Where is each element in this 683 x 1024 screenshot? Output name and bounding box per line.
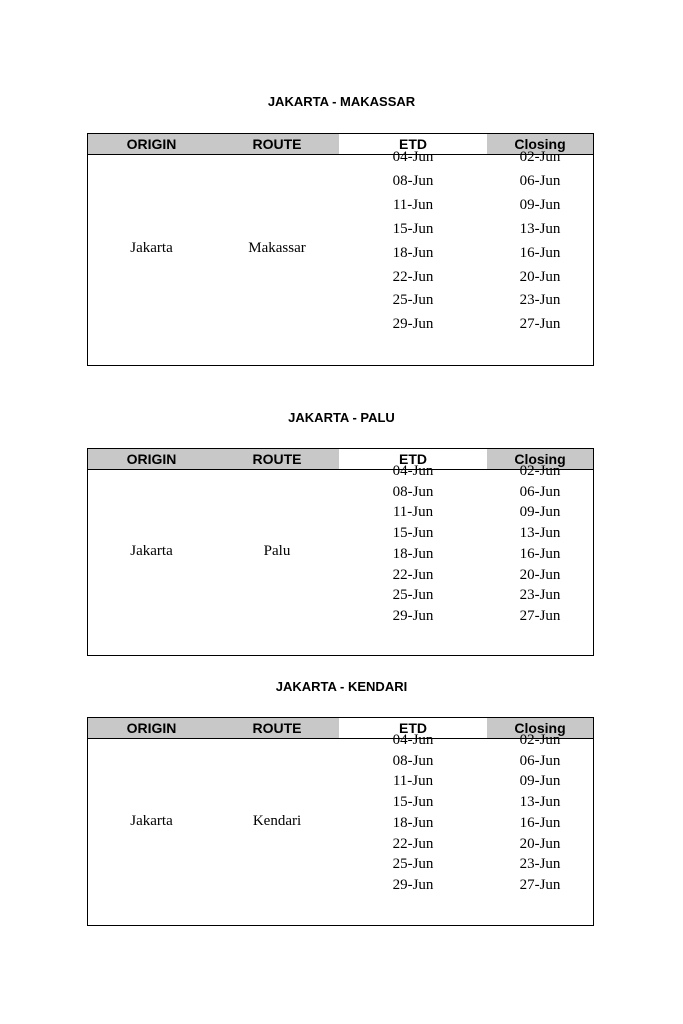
closing-date: 13-Jun bbox=[519, 220, 561, 237]
header-etd: ETD bbox=[399, 720, 427, 736]
etd-date: 08-Jun bbox=[392, 752, 434, 769]
closing-date: 06-Jun bbox=[519, 483, 561, 500]
closing-date: 20-Jun bbox=[519, 835, 561, 852]
header-etd: ETD bbox=[399, 451, 427, 467]
etd-date: 22-Jun bbox=[392, 566, 434, 583]
route-cell: Makassar bbox=[248, 240, 306, 256]
closing-date: 27-Jun bbox=[519, 607, 561, 624]
header-route: ROUTE bbox=[252, 451, 302, 467]
closing-date: 27-Jun bbox=[519, 316, 561, 333]
closing-date: 23-Jun bbox=[519, 856, 561, 873]
etd-date: 25-Jun bbox=[392, 587, 434, 604]
etd-date: 15-Jun bbox=[392, 525, 434, 542]
closing-date: 02-Jun bbox=[519, 463, 561, 479]
route-cell: Palu bbox=[263, 543, 291, 559]
header-origin: ORIGIN bbox=[126, 720, 177, 736]
closing-date: 16-Jun bbox=[519, 545, 561, 562]
route-cell: Kendari bbox=[252, 813, 302, 829]
etd-date: 18-Jun bbox=[392, 545, 434, 562]
closing-date: 20-Jun bbox=[519, 566, 561, 583]
closing-date: 06-Jun bbox=[519, 752, 561, 769]
etd-date: 04-Jun bbox=[392, 463, 434, 479]
etd-date: 22-Jun bbox=[392, 835, 434, 852]
header-route: ROUTE bbox=[252, 720, 302, 736]
etd-date: 25-Jun bbox=[392, 292, 434, 309]
etd-date: 29-Jun bbox=[392, 316, 434, 333]
closing-date: 09-Jun bbox=[519, 773, 561, 790]
header-closing: Closing bbox=[514, 136, 566, 152]
closing-date: 27-Jun bbox=[519, 876, 561, 893]
section-title: JAKARTA - MAKASSAR bbox=[267, 94, 416, 109]
header-origin: ORIGIN bbox=[126, 136, 177, 152]
closing-date: 09-Jun bbox=[519, 196, 561, 213]
etd-date: 22-Jun bbox=[392, 268, 434, 285]
etd-date: 08-Jun bbox=[392, 483, 434, 500]
etd-date: 25-Jun bbox=[392, 856, 434, 873]
origin-cell: Jakarta bbox=[130, 543, 173, 559]
etd-date: 11-Jun bbox=[392, 504, 434, 521]
closing-date: 16-Jun bbox=[519, 244, 561, 261]
etd-date: 04-Jun bbox=[392, 732, 434, 748]
closing-date: 13-Jun bbox=[519, 525, 561, 542]
closing-date: 20-Jun bbox=[519, 268, 561, 285]
header-closing: Closing bbox=[514, 720, 566, 736]
header-closing: Closing bbox=[514, 451, 566, 467]
etd-date: 29-Jun bbox=[392, 876, 434, 893]
etd-date: 11-Jun bbox=[392, 196, 434, 213]
etd-date: 18-Jun bbox=[392, 244, 434, 261]
header-origin: ORIGIN bbox=[126, 451, 177, 467]
schedule-table bbox=[87, 133, 594, 366]
closing-date: 23-Jun bbox=[519, 587, 561, 604]
closing-date: 23-Jun bbox=[519, 292, 561, 309]
etd-date: 29-Jun bbox=[392, 607, 434, 624]
etd-date: 11-Jun bbox=[392, 773, 434, 790]
header-route: ROUTE bbox=[252, 136, 302, 152]
section-title: JAKARTA - PALU bbox=[288, 410, 395, 425]
closing-date: 06-Jun bbox=[519, 172, 561, 189]
section-title: JAKARTA - KENDARI bbox=[275, 679, 408, 694]
closing-date: 16-Jun bbox=[519, 814, 561, 831]
etd-date: 08-Jun bbox=[392, 172, 434, 189]
closing-date: 02-Jun bbox=[519, 732, 561, 748]
etd-date: 18-Jun bbox=[392, 814, 434, 831]
origin-cell: Jakarta bbox=[130, 813, 173, 829]
closing-date: 02-Jun bbox=[519, 149, 561, 165]
header-etd: ETD bbox=[399, 136, 427, 152]
closing-date: 09-Jun bbox=[519, 504, 561, 521]
schedule-table bbox=[87, 448, 594, 656]
schedule-table bbox=[87, 717, 594, 926]
closing-date: 13-Jun bbox=[519, 794, 561, 811]
origin-cell: Jakarta bbox=[130, 240, 173, 256]
etd-date: 04-Jun bbox=[392, 149, 434, 165]
etd-date: 15-Jun bbox=[392, 220, 434, 237]
etd-date: 15-Jun bbox=[392, 794, 434, 811]
